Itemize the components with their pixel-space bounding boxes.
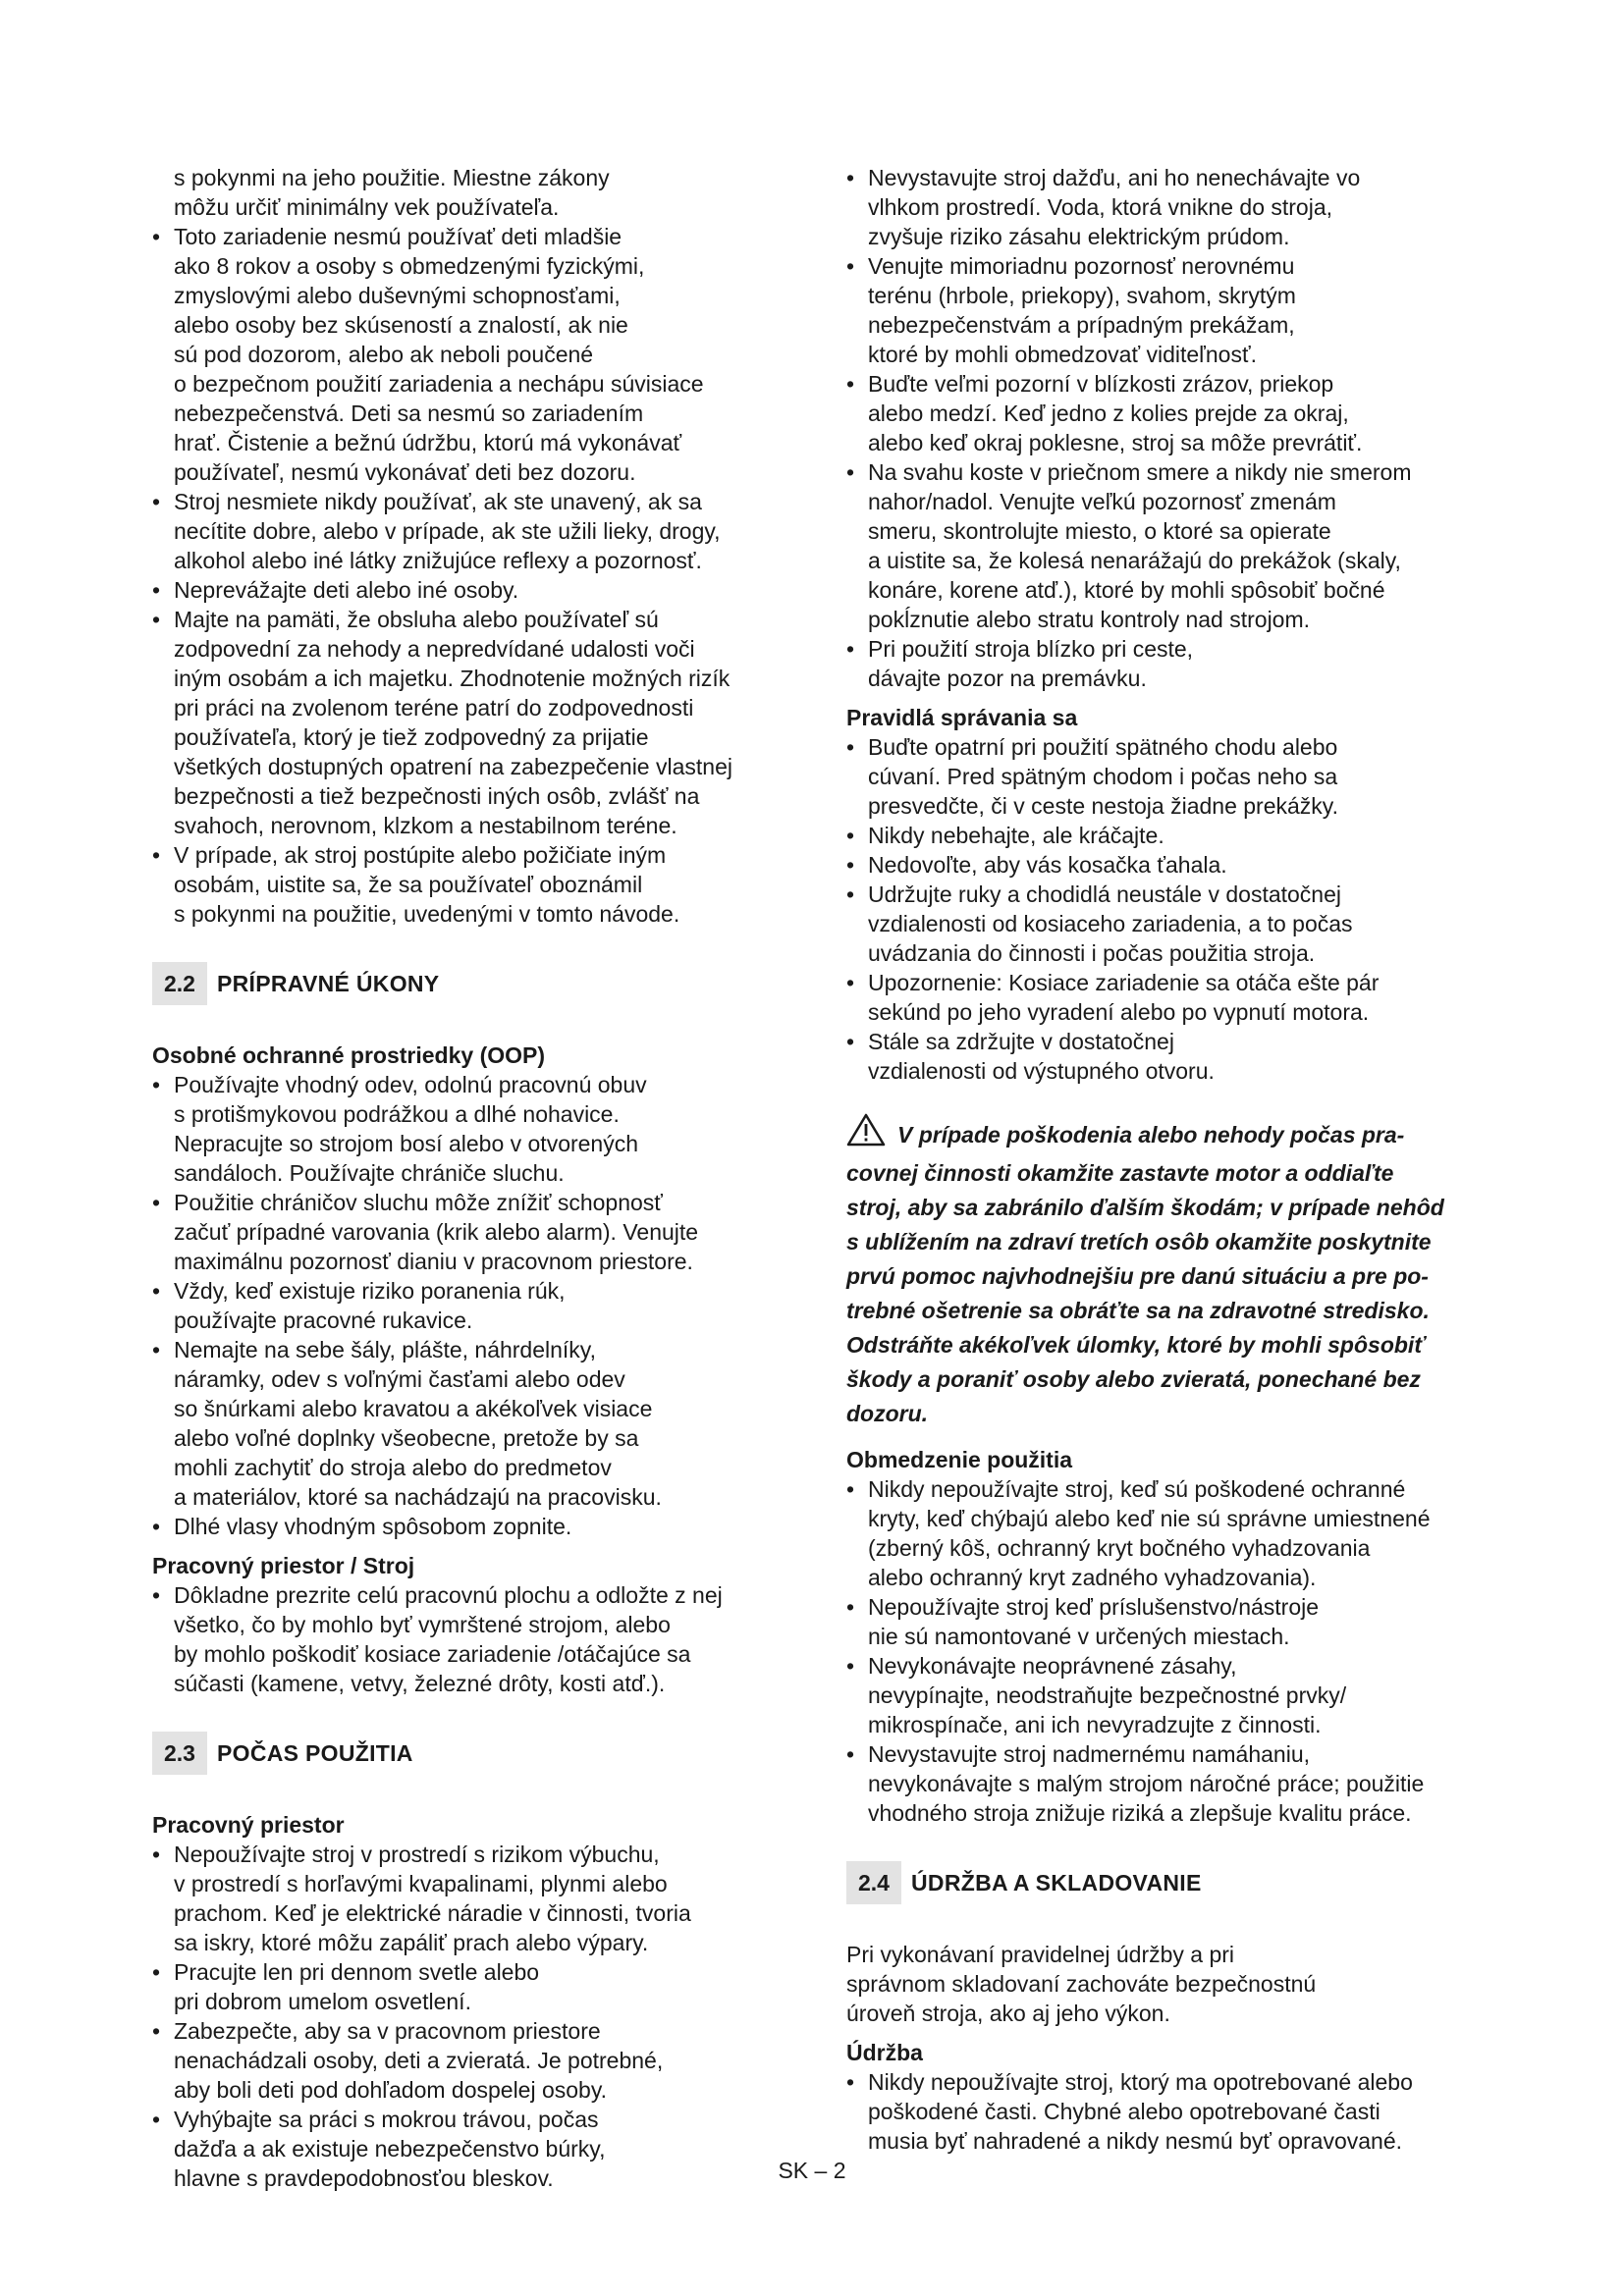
list-item-line: používateľa, ktorý je tiež zodpovedný za prijatie — [174, 724, 649, 750]
list-item — [846, 1651, 1494, 1739]
list-item-line: • Dlhé vlasy vhodným spôsobom zopnite. — [174, 1514, 572, 1539]
list-item-line: vzdialenosti od kosiaceho zariadenia, a to počas — [868, 911, 1353, 936]
list-item-line: s protišmykovou podrážkou a dlhé nohavice. — [174, 1101, 620, 1127]
list-item — [846, 850, 1494, 880]
list-item-line: • V prípade, ak stroj postúpite alebo požičiate iným — [174, 842, 667, 868]
list-item-line: vlhkom prostredí. Voda, ktorá vnikne do stroja, — [868, 194, 1333, 220]
section-number: 2.4 — [846, 1861, 901, 1904]
list-item-line: • Stále sa zdržujte v dostatočnej — [868, 1029, 1174, 1054]
oop-bullet-list — [152, 1070, 761, 1541]
list-item-line: alebo ochranný kryt zadného vyhadzovania). — [868, 1565, 1317, 1590]
text-line: správnom skladovaní zachováte bezpečnostnú — [846, 1971, 1317, 1997]
list-item-line: zmyslovými alebo duševnými schopnosťami, — [174, 283, 621, 308]
list-item-line: • Majte na pamäti, že obsluha alebo používateľ sú — [174, 607, 659, 632]
list-item-line: • Udržujte ruky a chodidlá neustále v dostatočnej — [868, 881, 1342, 907]
maintenance-bullet-list — [846, 2067, 1494, 2156]
list-item-line: sa iskry, ktoré môžu zapáliť prach alebo výpary. — [174, 1930, 649, 1955]
warning-line: s ublížením na zdraví tretích osôb okamžite poskytnite — [846, 1229, 1432, 1255]
list-item-line: presvedčte, či v ceste nestoja žiadne prekážky. — [868, 793, 1338, 819]
warning-line: Odstráňte akékoľvek úlomky, ktoré by mohli spôsobiť — [846, 1332, 1426, 1358]
list-item-line: • Zabezpečte, aby sa v pracovnom priestore — [174, 2018, 601, 2044]
list-item-line: cúvaní. Pred spätným chodom i počas neho sa — [868, 764, 1338, 789]
section-title: PRÍPRAVNÉ ÚKONY — [217, 971, 440, 996]
list-item — [846, 732, 1494, 821]
list-item-line: zvyšuje riziko zásahu elektrickým prúdom. — [868, 224, 1290, 249]
list-item-line: • Nikdy nepoužívajte stroj, keď sú poškodené ochranné — [868, 1476, 1406, 1502]
text-line: Pri vykonávaní pravidelnej údržby a pri — [846, 1942, 1235, 1967]
section-title: ÚDRŽBA A SKLADOVANIE — [911, 1870, 1202, 1896]
list-item-line: • Pri použití stroja blízko pri ceste, — [868, 636, 1194, 662]
list-item — [846, 634, 1494, 693]
list-item-line: smeru, skontrolujte miesto, o ktoré sa opierate — [868, 518, 1331, 544]
warning-block — [846, 1113, 1494, 1431]
warning-line: stroj, aby sa zabránilo ďalším škodám; v prípade nehôd — [846, 1195, 1444, 1220]
limits-bullet-list — [846, 1474, 1494, 1828]
list-item-line: s pokynmi na použitie, uvedenými v tomto návode. — [174, 901, 680, 927]
warning-triangle-icon — [846, 1113, 886, 1156]
safety-bullet-list — [152, 222, 761, 929]
list-item-line: musia byť nahradené a nikdy nesmú byť opravované. — [868, 2128, 1403, 2154]
list-item-line: • Neprevážajte deti alebo iné osoby. — [174, 577, 519, 603]
list-item-line: nevykonávajte s malým strojom náročné práce; použitie — [868, 1771, 1425, 1796]
list-item-line: necítite dobre, alebo v prípade, ak ste užili lieky, drogy, — [174, 518, 721, 544]
list-item-line: so šnúrkami alebo kravatou a akékoľvek visiace — [174, 1396, 653, 1421]
list-item-line: alebo osoby bez skúseností a znalostí, ak nie — [174, 312, 628, 338]
intro-paragraph — [152, 163, 761, 222]
list-item — [846, 1474, 1494, 1592]
list-item — [846, 1027, 1494, 1086]
list-item-line: kryty, keď chýbajú alebo keď nie sú správne umiestnené — [868, 1506, 1431, 1531]
list-item-line: používajte pracovné rukavice. — [174, 1308, 473, 1333]
list-item-line: nevypínajte, neodstraňujte bezpečnostné prvky/ — [868, 1682, 1347, 1708]
list-item — [846, 968, 1494, 1027]
workarea-heading: Pracovný priestor — [152, 1812, 345, 1838]
section-2-2-heading — [152, 962, 761, 1005]
list-item-line: • Upozornenie: Kosiace zariadenie sa otáča ešte pár — [868, 970, 1380, 995]
list-item-line: všetko, čo by mohlo byť vymrštené strojom, alebo — [174, 1612, 671, 1637]
list-item-line: • Nevykonávajte neoprávnené zásahy, — [868, 1653, 1237, 1679]
section-number: 2.2 — [152, 962, 207, 1005]
list-item-line: dažďa a ak existuje nebezpečenstvo búrky, — [174, 2136, 606, 2162]
warning-line: dozoru. — [846, 1401, 929, 1426]
list-item-line: súčasti (kamene, vetvy, železné drôty, kosti atď.). — [174, 1671, 666, 1696]
maintenance-heading: Údržba — [846, 2040, 923, 2065]
section-number: 2.3 — [152, 1732, 207, 1775]
right-column — [846, 163, 1494, 2156]
list-item-line: začuť prípadné varovania (krik alebo alarm). Venujte — [174, 1219, 699, 1245]
list-item-line: svahoch, nerovnom, klzkom a nestabilnom teréne. — [174, 813, 677, 838]
workspace-bullet-list — [152, 1580, 761, 1698]
left-column — [152, 163, 761, 2193]
section-2-3-heading — [152, 1732, 761, 1775]
list-item-line: ako 8 rokov a osoby s obmedzenými fyzickými, — [174, 253, 645, 279]
workspace-heading: Pracovný priestor / Stroj — [152, 1553, 415, 1578]
oop-heading: Osobné ochranné prostriedky (OOP) — [152, 1042, 546, 1068]
list-item-line: • Nikdy nebehajte, ale kráčajte. — [868, 823, 1164, 848]
list-item — [846, 821, 1494, 850]
list-item-line: osobám, uistite sa, že sa používateľ oboznámil — [174, 872, 643, 897]
list-item — [152, 1840, 761, 1957]
list-item-line: maximálnu pozornosť dianiu v pracovnom priestore. — [174, 1249, 693, 1274]
list-item — [152, 2016, 761, 2105]
list-item-line: náramky, odev s voľnými časťami alebo odev — [174, 1366, 625, 1392]
list-item-line: nebezpečenstvá. Deti sa nesmú so zariadením — [174, 400, 644, 426]
list-item-line: • Nevystavujte stroj nadmernému namáhaniu, — [868, 1741, 1311, 1767]
list-item — [846, 163, 1494, 251]
warning-line: prvú pomoc najvhodnejšiu pre danú situáciu a pre po- — [846, 1263, 1429, 1289]
rules-bullet-list — [846, 732, 1494, 1086]
list-item-line: zodpovední za nehody a nepredvídané udalosti voči — [174, 636, 695, 662]
list-item — [152, 1957, 761, 2016]
list-item-line: • Venujte mimoriadnu pozornosť nerovnému — [868, 253, 1295, 279]
section-title: POČAS POUŽITIA — [217, 1740, 413, 1766]
list-item — [152, 1276, 761, 1335]
list-item-line: bezpečnosti a tiež bezpečnosti iných osôb, zvlášť na — [174, 783, 700, 809]
list-item-line: sekúnd po jeho vyradení alebo po vypnutí motora. — [868, 999, 1370, 1025]
list-item-line: všetkých dostupných opatrení na zabezpečenie vlastnej — [174, 754, 732, 779]
list-item-line: o bezpečnom použití zariadenia a nechápu súvisiace — [174, 371, 704, 397]
list-item-line: v prostredí s horľavými kvapalinami, plynmi alebo — [174, 1871, 668, 1896]
list-item-line: vzdialenosti od výstupného otvoru. — [868, 1058, 1215, 1084]
list-item-line: hlavne s pravdepodobnosťou bleskov. — [174, 2165, 554, 2191]
list-item-line: používateľ, nesmú vykonávať deti bez dozoru. — [174, 459, 636, 485]
list-item — [846, 457, 1494, 634]
list-item-line: • Toto zariadenie nesmú používať deti mladšie — [174, 224, 623, 249]
list-item-line: iným osobám a ich majetku. Zhodnotenie možných rizík — [174, 666, 731, 691]
list-item-line: a uistite sa, že kolesá nenarážajú do prekážok (skaly, — [868, 548, 1401, 573]
list-item — [152, 840, 761, 929]
list-item-line: alebo voľné doplnky všeobecne, pretože by sa — [174, 1425, 639, 1451]
rules-heading: Pravidlá správania sa — [846, 705, 1078, 730]
list-item-line: • Použitie chráničov sluchu môže znížiť schopnosť — [174, 1190, 663, 1215]
list-item — [152, 605, 761, 840]
warning-line: V prípade poškodenia alebo nehody počas pra- — [846, 1113, 1494, 1156]
list-item — [152, 1335, 761, 1512]
list-item-line: a materiálov, ktoré sa nachádzajú na pracovisku. — [174, 1484, 662, 1510]
list-item — [846, 369, 1494, 457]
list-item — [846, 1739, 1494, 1828]
list-item-line: pri práci na zvolenom teréne patrí do zodpovednosti — [174, 695, 694, 721]
list-item-line: mikrospínače, ani ich nevyradzujte z činnosti. — [868, 1712, 1322, 1737]
list-item-line: alebo keď okraj poklesne, stroj sa môže prevrátiť. — [868, 430, 1363, 455]
list-item-line: ktoré by mohli obmedzovať viditeľnosť. — [868, 342, 1257, 367]
section-2-4-heading — [846, 1861, 1494, 1904]
list-item-line: • Nedovoľte, aby vás kosačka ťahala. — [868, 852, 1227, 878]
list-item-line: pri dobrom umelom osvetlení. — [174, 1989, 471, 2014]
list-item-line: • Pracujte len pri dennom svetle alebo — [174, 1959, 540, 1985]
list-item-line: prachom. Keď je elektrické náradie v činnosti, tvoria — [174, 1900, 691, 1926]
text-line: s pokynmi na jeho použitie. Miestne zákony — [174, 165, 610, 190]
list-item-line: nebezpečenstvám a prípadným prekážam, — [868, 312, 1295, 338]
list-item-line: • Na svahu koste v priečnom smere a nikdy nie smerom — [868, 459, 1412, 485]
list-item — [152, 575, 761, 605]
list-item-line: uvádzania do činnosti i počas použitia stroja. — [868, 940, 1316, 966]
list-item — [846, 880, 1494, 968]
list-item — [152, 1580, 761, 1698]
list-item-line: • Používajte vhodný odev, odolnú pracovnú obuv — [174, 1072, 647, 1097]
list-item-line: • Nikdy nepoužívajte stroj, ktorý ma opotrebované alebo — [868, 2069, 1413, 2095]
list-item-line: hrať. Čistenie a bežnú údržbu, ktorú má vykonávať — [174, 430, 682, 455]
list-item — [846, 251, 1494, 369]
list-item — [152, 222, 761, 487]
list-item-line: • Stroj nesmiete nikdy používať, ak ste unavený, ak sa — [174, 489, 702, 514]
list-item — [846, 1592, 1494, 1651]
list-item — [152, 487, 761, 575]
list-item-line: poškodené časti. Chybné alebo opotrebované časti — [868, 2099, 1380, 2124]
list-item-line: • Vyhýbajte sa práci s mokrou trávou, počas — [174, 2107, 599, 2132]
list-item-line: sú pod dozorom, alebo ak neboli poučené — [174, 342, 594, 367]
list-item-line: alkohol alebo iné látky znižujúce reflexy a pozornosť. — [174, 548, 702, 573]
warning-line: covnej činnosti okamžite zastavte motor a oddiaľte — [846, 1160, 1394, 1186]
list-item — [152, 1512, 761, 1541]
text-line: môžu určiť minimálny vek používateľa. — [174, 194, 560, 220]
text-line: úroveň stroja, ako aj jeho výkon. — [846, 2001, 1170, 2026]
list-item — [152, 1070, 761, 1188]
warning-line: trebné ošetrenie sa obráťte sa na zdravotné stredisko. — [846, 1298, 1430, 1323]
page-number: SK – 2 — [778, 2158, 846, 2183]
list-item-line: • Buďte veľmi pozorní v blízkosti zrázov, priekop — [868, 371, 1334, 397]
list-item-line: • Buďte opatrní pri použití spätného chodu alebo — [868, 734, 1338, 760]
list-item-line: konáre, korene atď.), ktoré by mohli spôsobiť bočné — [868, 577, 1385, 603]
list-item-line: Nepracujte so strojom bosí alebo v otvorených — [174, 1131, 639, 1156]
list-item-line: nenachádzali osoby, deti a zvieratá. Je potrebné, — [174, 2048, 664, 2073]
list-item-line: nie sú namontované v určených miestach. — [868, 1624, 1290, 1649]
environment-bullet-list — [846, 163, 1494, 693]
list-item-line: sandáloch. Používajte chrániče sluchu. — [174, 1160, 565, 1186]
list-item-line: • Nemajte na sebe šály, plášte, náhrdelníky, — [174, 1337, 596, 1362]
workarea-bullet-list — [152, 1840, 761, 2193]
list-item-line: • Nepoužívajte stroj keď príslušenstvo/nástroje — [868, 1594, 1320, 1620]
list-item-line: vhodného stroja znižuje riziká a zlepšuje kvalitu práce. — [868, 1800, 1412, 1826]
list-item-line: terénu (hrbole, priekopy), svahom, skrytým — [868, 283, 1296, 308]
list-item-line: aby boli deti pod dohľadom dospelej osoby. — [174, 2077, 608, 2103]
list-item-line: dávajte pozor na premávku. — [868, 666, 1147, 691]
list-item — [846, 2067, 1494, 2156]
limits-heading: Obmedzenie použitia — [846, 1447, 1073, 1472]
maintenance-intro — [846, 1940, 1494, 2028]
list-item-line: pokĺznutie alebo stratu kontroly nad strojom. — [868, 607, 1311, 632]
list-item-line: • Nevystavujte stroj dažďu, ani ho nenechávajte vo — [868, 165, 1361, 190]
list-item-line: • Vždy, keď existuje riziko poranenia rúk, — [174, 1278, 566, 1304]
warning-line: škody a poraniť osoby alebo zvieratá, ponechané bez — [846, 1366, 1421, 1392]
list-item-line: alebo medzí. Keď jedno z kolies prejde za okraj, — [868, 400, 1349, 426]
list-item-line: nahor/nadol. Venujte veľkú pozornosť zmenám — [868, 489, 1336, 514]
list-item — [152, 1188, 761, 1276]
list-item-line: (zberný kôš, ochranný kryt bočného vyhadzovania — [868, 1535, 1371, 1561]
list-item-line: • Nepoužívajte stroj v prostredí s rizikom výbuchu, — [174, 1842, 660, 1867]
list-item-line: • Dôkladne prezrite celú pracovnú plochu a odložte z nej — [174, 1582, 723, 1608]
list-item-line: by mohlo poškodiť kosiace zariadenie /otáčajúce sa — [174, 1641, 691, 1667]
list-item-line: mohli zachytiť do stroja alebo do predmetov — [174, 1455, 612, 1480]
